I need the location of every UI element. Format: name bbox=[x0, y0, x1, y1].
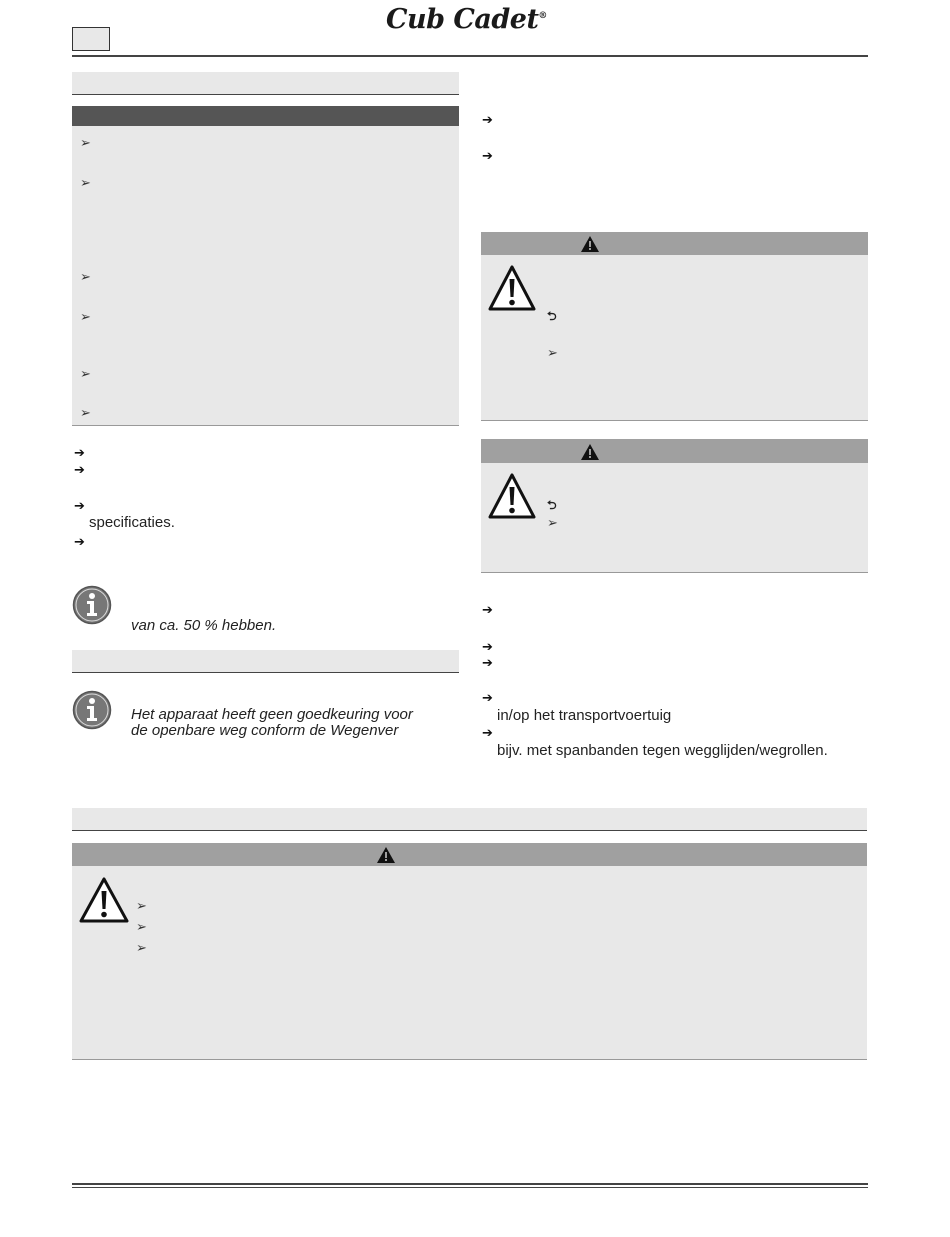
return-arrow-icon: ⮌ bbox=[547, 309, 557, 323]
dark-box-header bbox=[72, 106, 459, 126]
info-note-text: van ca. 50 % hebben. bbox=[131, 617, 277, 634]
section-header-full bbox=[72, 808, 867, 831]
warning-box bbox=[481, 255, 868, 421]
brand-name: Cub Cadet bbox=[386, 4, 539, 35]
arrow-right-icon: ➔ bbox=[482, 149, 493, 164]
chevron-bullet-icon: ➢ bbox=[80, 136, 91, 151]
arrow-right-icon: ➔ bbox=[482, 726, 493, 741]
arrow-right-icon: ➔ bbox=[74, 463, 85, 478]
warning-small-icon bbox=[580, 235, 600, 257]
chevron-bullet-icon: ➢ bbox=[136, 920, 147, 935]
arrow-right-icon: ➔ bbox=[482, 603, 493, 618]
step-text-line-1: in/op het transportvoertuig bbox=[497, 707, 672, 724]
return-arrow-icon: ⮌ bbox=[547, 498, 557, 512]
arrow-right-icon: ➔ bbox=[482, 113, 493, 128]
info-icon bbox=[72, 690, 112, 730]
arrow-right-icon: ➔ bbox=[74, 499, 85, 514]
warning-header bbox=[481, 232, 868, 255]
footer-rule bbox=[72, 1183, 868, 1185]
warning-box bbox=[72, 866, 867, 1060]
arrow-right-icon: ➔ bbox=[74, 446, 85, 461]
section-header-left-1 bbox=[72, 72, 459, 95]
chevron-bullet-icon: ➢ bbox=[80, 310, 91, 325]
warning-header bbox=[72, 843, 867, 866]
step-text: specificaties. bbox=[89, 514, 175, 531]
info-note-line-1: Het apparaat heeft geen goedkeuring voor bbox=[131, 706, 413, 723]
step-text-line-2: bijv. met spanbanden tegen wegglijden/wegrollen. bbox=[497, 742, 828, 759]
brand-mark: ® bbox=[538, 11, 547, 21]
warning-triangle-icon bbox=[487, 264, 537, 312]
page-number-box bbox=[72, 27, 110, 51]
warning-header bbox=[481, 439, 868, 463]
arrow-right-icon: ➔ bbox=[482, 640, 493, 655]
warning-triangle-icon bbox=[487, 472, 537, 520]
arrow-right-icon: ➔ bbox=[482, 656, 493, 671]
footer-rule-thin bbox=[72, 1187, 868, 1188]
chevron-bullet-icon: ➢ bbox=[80, 176, 91, 191]
warning-triangle-icon bbox=[78, 876, 130, 924]
info-icon bbox=[72, 585, 112, 625]
section-header-left-2 bbox=[72, 650, 459, 673]
warning-small-icon bbox=[376, 846, 396, 868]
brand-logo bbox=[386, 4, 547, 35]
chevron-bullet-icon: ➢ bbox=[80, 406, 91, 421]
arrow-right-icon: ➔ bbox=[74, 535, 85, 550]
info-note-line-2: de openbare weg conform de Wegenver bbox=[131, 722, 399, 739]
header-rule bbox=[72, 55, 868, 57]
bullet-box bbox=[72, 126, 459, 426]
chevron-bullet-icon: ➢ bbox=[136, 899, 147, 914]
chevron-bullet-icon: ➢ bbox=[80, 270, 91, 285]
arrow-right-icon: ➔ bbox=[482, 691, 493, 706]
warning-box bbox=[481, 463, 868, 573]
chevron-bullet-icon: ➢ bbox=[136, 941, 147, 956]
chevron-bullet-icon: ➢ bbox=[80, 367, 91, 382]
chevron-bullet-icon: ➢ bbox=[547, 346, 558, 361]
warning-small-icon bbox=[580, 443, 600, 465]
chevron-bullet-icon: ➢ bbox=[547, 516, 558, 531]
